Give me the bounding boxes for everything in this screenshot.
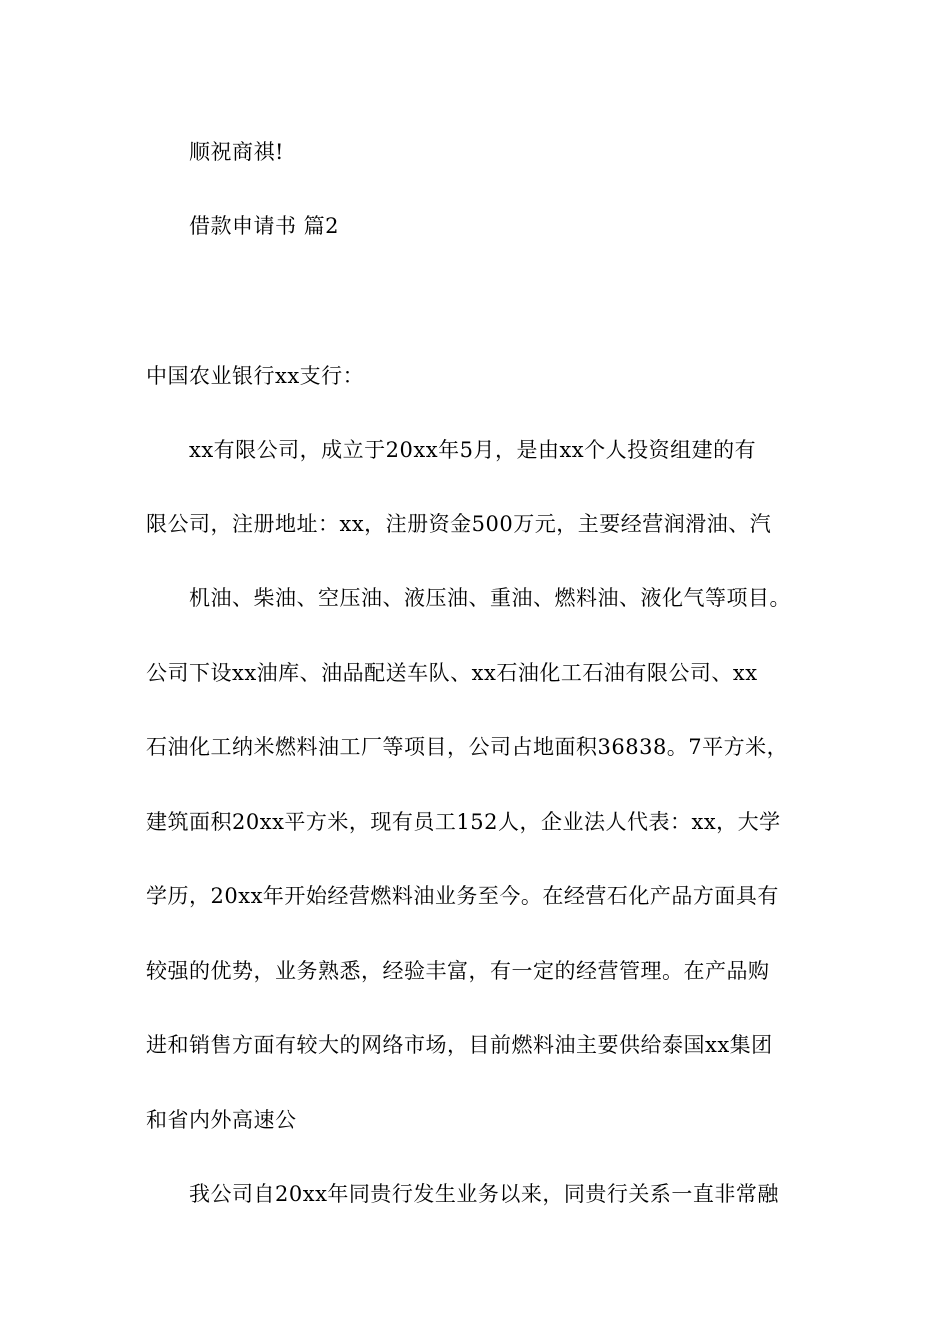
addressee-line: 中国农业银行xx支行： bbox=[146, 364, 365, 388]
body-line-4: 公司下设xx油库、油品配送车队、xx石油化工石油有限公司、xx bbox=[146, 661, 758, 685]
body-line-5: 石油化工纳米燃料油工厂等项目，公司占地面积36838。7平方米， bbox=[146, 735, 789, 759]
body-line-3: 机油、柴油、空压油、液压油、重油、燃料油、液化气等项目。 bbox=[189, 586, 791, 610]
closing-line: 顺祝商祺! bbox=[189, 140, 284, 164]
section-title: 借款申请书 篇2 bbox=[189, 214, 340, 238]
body-line-9: 进和销售方面有较大的网络市场，目前燃料油主要供给泰国xx集团 bbox=[146, 1033, 773, 1057]
body-line-10: 和省内外高速公 bbox=[146, 1108, 297, 1132]
body-line-6: 建筑面积20xx平方米，现有员工152人，企业法人代表：xx，大学 bbox=[146, 810, 781, 834]
body-line-8: 较强的优势，业务熟悉，经验丰富，有一定的经营管理。在产品购 bbox=[146, 959, 770, 983]
body-line-2: 限公司，注册地址：xx，注册资金500万元，主要经营润滑油、汽 bbox=[146, 512, 772, 536]
body-line-7: 学历，20xx年开始经营燃料油业务至今。在经营石化产品方面具有 bbox=[146, 884, 779, 908]
body-line-1: xx有限公司，成立于20xx年5月，是由xx个人投资组建的有 bbox=[189, 438, 757, 462]
body-line-11: 我公司自20xx年同贵行发生业务以来，同贵行关系一直非常融 bbox=[189, 1182, 779, 1206]
